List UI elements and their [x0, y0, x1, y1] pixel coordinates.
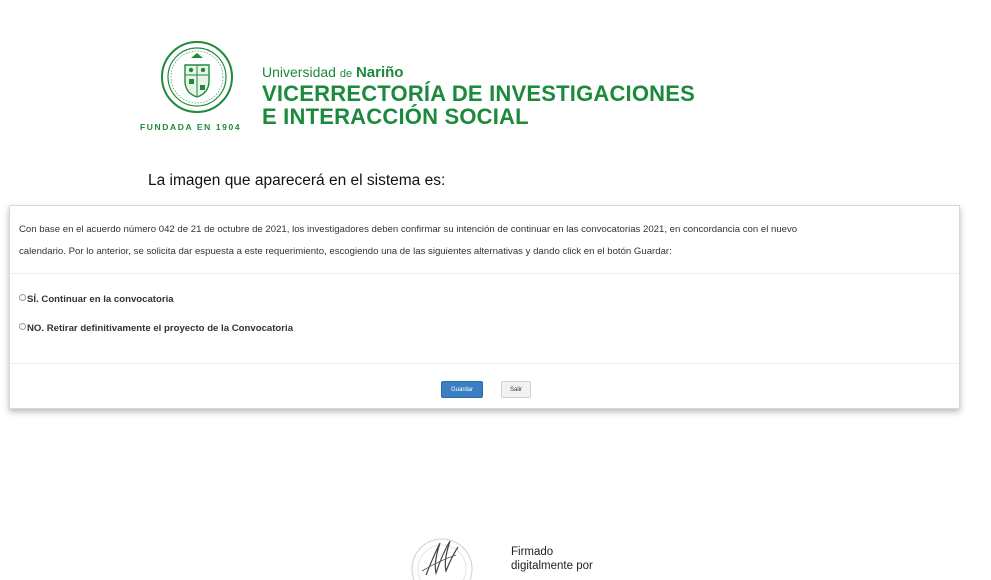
exit-button[interactable]: Salir [501, 381, 531, 398]
university-name: Universidad de Nariño [262, 64, 404, 81]
save-button[interactable]: Guardar [441, 381, 483, 398]
university-seal-logo [161, 41, 233, 113]
signature-mark [396, 525, 476, 580]
panel-message [19, 219, 944, 263]
office-title-line1: VICERRECTORÍA DE INVESTIGACIONES [262, 81, 696, 106]
office-title-line2: E INTERACCIÓN SOCIAL [262, 104, 529, 129]
signature-line2: digitalmente por [511, 560, 593, 572]
option-no[interactable]: NO. Retirar definitivamente el proyecto de la Convocatoria [19, 323, 293, 334]
system-screenshot-panel [9, 205, 960, 409]
institution-brand [262, 64, 695, 128]
panel-message-line2: calendario. Por lo anterior, se solicita dar espuesta a este requerimiento, escogiendo una de las siguientes alternativas y dando click en el botón Guardar: [19, 246, 672, 257]
radio-no[interactable] [19, 323, 26, 330]
option-yes[interactable]: SÍ. Continuar en la convocatoria [19, 294, 174, 305]
founded-caption: FUNDADA EN 1904 [140, 122, 242, 132]
digital-signature-caption [511, 545, 631, 573]
panel-message-line1: Con base en el acuerdo número 042 de 21 de octubre de 2021, los investigadores deben confirmar su intención de continuar en las convocatorias 2021, en concordancia con el nuevo [19, 224, 798, 235]
panel-divider [10, 273, 959, 274]
panel-footer-divider [10, 363, 959, 364]
intro-text: La imagen que aparecerá en el sistema es: [148, 172, 446, 189]
radio-yes[interactable] [19, 294, 26, 301]
signature-line1: Firmado [511, 546, 554, 558]
